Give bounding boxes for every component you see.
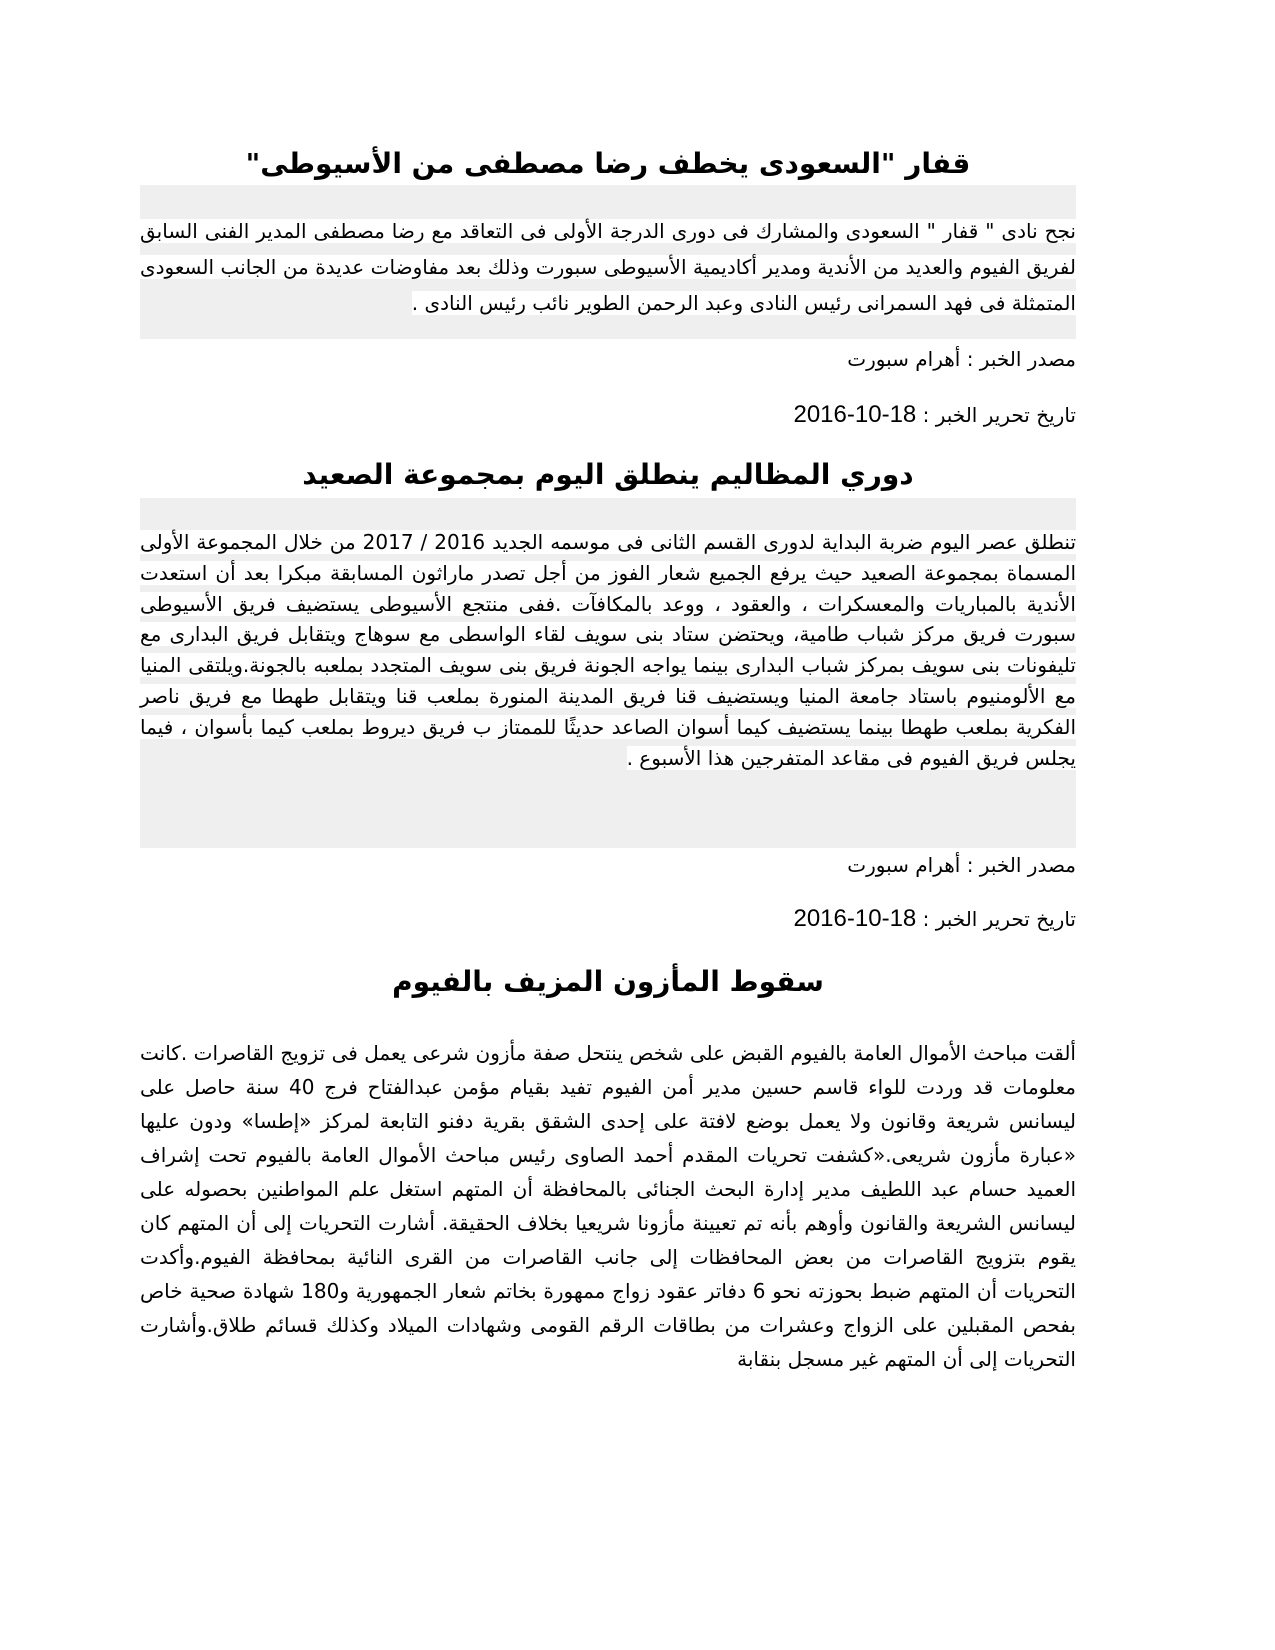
article-1-date — [793, 398, 1076, 432]
article-2-title: دوري المظاليم ينطلق اليوم بمجموعة الصعيد — [302, 458, 914, 491]
article-1-body — [140, 213, 1076, 321]
article-3-body: ألقت مباحث الأموال العامة بالفيوم القبض على شخص ينتحل صفة مأزون شرعى يعمل فى تزويج القاصرات .كانت معلومات قد وردت للواء قاسم حسين مدير أمن الفيوم تفيد بقيام مؤمن عبدالفتاح فرج 40 سنة حاصل على ليسانس شريعة وقانون ولا يعمل بوضع لافتة على إحدى الشقق بقرية دفنو التابعة لمركز «إطسا» ودون عليها «عبارة مأزون شريعى.«كشفت تحريات المقدم أحمد الصاوى رئيس مباحث الأموال العامة بالفيوم تحت إشراف العميد حسام عبد اللطيف مدير إدارة البحث الجنائى بالمحافظة أن المتهم استغل علم المواطنين بحصوله على ليسانس الشريعة والقانون وأوهم بأنه تم تعيينة مأزونا شريعيا بخلاف الحقيقة. أشارت التحريات إلى أن المتهم كان يقوم بتزويج القاصرات من بعض المحافظات إلى جانب القاصرات من القرى النائية بمحافظة الفيوم.وأكدت التحريات أن المتهم ضبط بحوزته نحو 6 دفاتر عقود زواج ممهورة بخاتم شعار الجمهورية و180 شهادة صحية خاص بفحص المقبلين على الزواج وعشرات من بطاقات الرقم القومى وشهادات الميلاد وكذلك قسائم طلاق.وأشارت التحريات إلى أن المتهم غير مسجل بنقابة — [140, 1041, 1076, 1371]
article-1-title: قفار "السعودى يخطف رضا مصطفى من الأسيوطى" — [245, 147, 971, 180]
article-2-date-value: 18-10-2016 — [793, 905, 917, 932]
article-1-body-text: نجح نادى " قفار " السعودى والمشارك فى دورى الدرجة الأولى فى التعاقد مع رضا مصطفى المدير الفنى السابق لفريق الفيوم والعديد من الأندية ومدير أكاديمية الأسيوطى سبورت وذلك بعد مفاوضات عديدة من الجانب السعودى المتمثلة فى فهد السمرانى رئيس النادى وعبد الرحمن الطوير نائب رئيس النادى . — [140, 219, 1076, 315]
article-2-date-label: تاريخ تحرير الخبر : — [922, 907, 1076, 931]
article-2-body-text: تنطلق عصر اليوم ضربة البداية لدورى القسم الثانى فى موسمه الجديد 2016 / 2017 من خلال المجموعة الأولى المسماة بمجموعة الصعيد حيث يرفع الجميع شعار الفوز من أجل تصدر ماراثون المسابقة مبكرا بعد أن استعدت الأندية بالمباريات والمعسكرات ، والعقود ، ووعد بالمكافآت .ففى منتجع الأسيوطى يستضيف فريق الأسيوطى سبورت فريق مركز شباب طامية، ويحتضن ستاد بنى سويف لقاء الواسطى مع سوهاج ويتقابل فريق البدارى مع تليفونات بنى سويف بمركز شباب البدارى بينما يواجه الجونة فريق بنى سويف المتجدد بملعبه بالجونة.ويلتقى المنيا مع الألومنيوم باستاد جامعة المنيا ويستضيف قنا فريق المدينة المنورة بملعب قنا ويتقابل طهطا مع فريق ناصر الفكرية بملعب طهطا بينما يستضيف كيما أسوان الصاعد حديثًا للممتاز ب فريق ديروط بملعب كيما بأسوان ، فيما يجلس فريق الفيوم فى مقاعد المتفرجين هذا الأسبوع . — [140, 530, 1077, 770]
article-3-title: سقوط المأزون المزيف بالفيوم — [392, 965, 824, 998]
article-1-date-label: تاريخ تحرير الخبر : — [922, 403, 1076, 427]
document-page — [140, 0, 1076, 1650]
article-1-source: مصدر الخبر : أهرام سبورت — [847, 347, 1076, 371]
article-2-source: مصدر الخبر : أهرام سبورت — [847, 853, 1076, 877]
article-2-body — [140, 527, 1076, 773]
article-2-date — [793, 902, 1076, 936]
article-1-date-value: 18-10-2016 — [793, 401, 917, 428]
